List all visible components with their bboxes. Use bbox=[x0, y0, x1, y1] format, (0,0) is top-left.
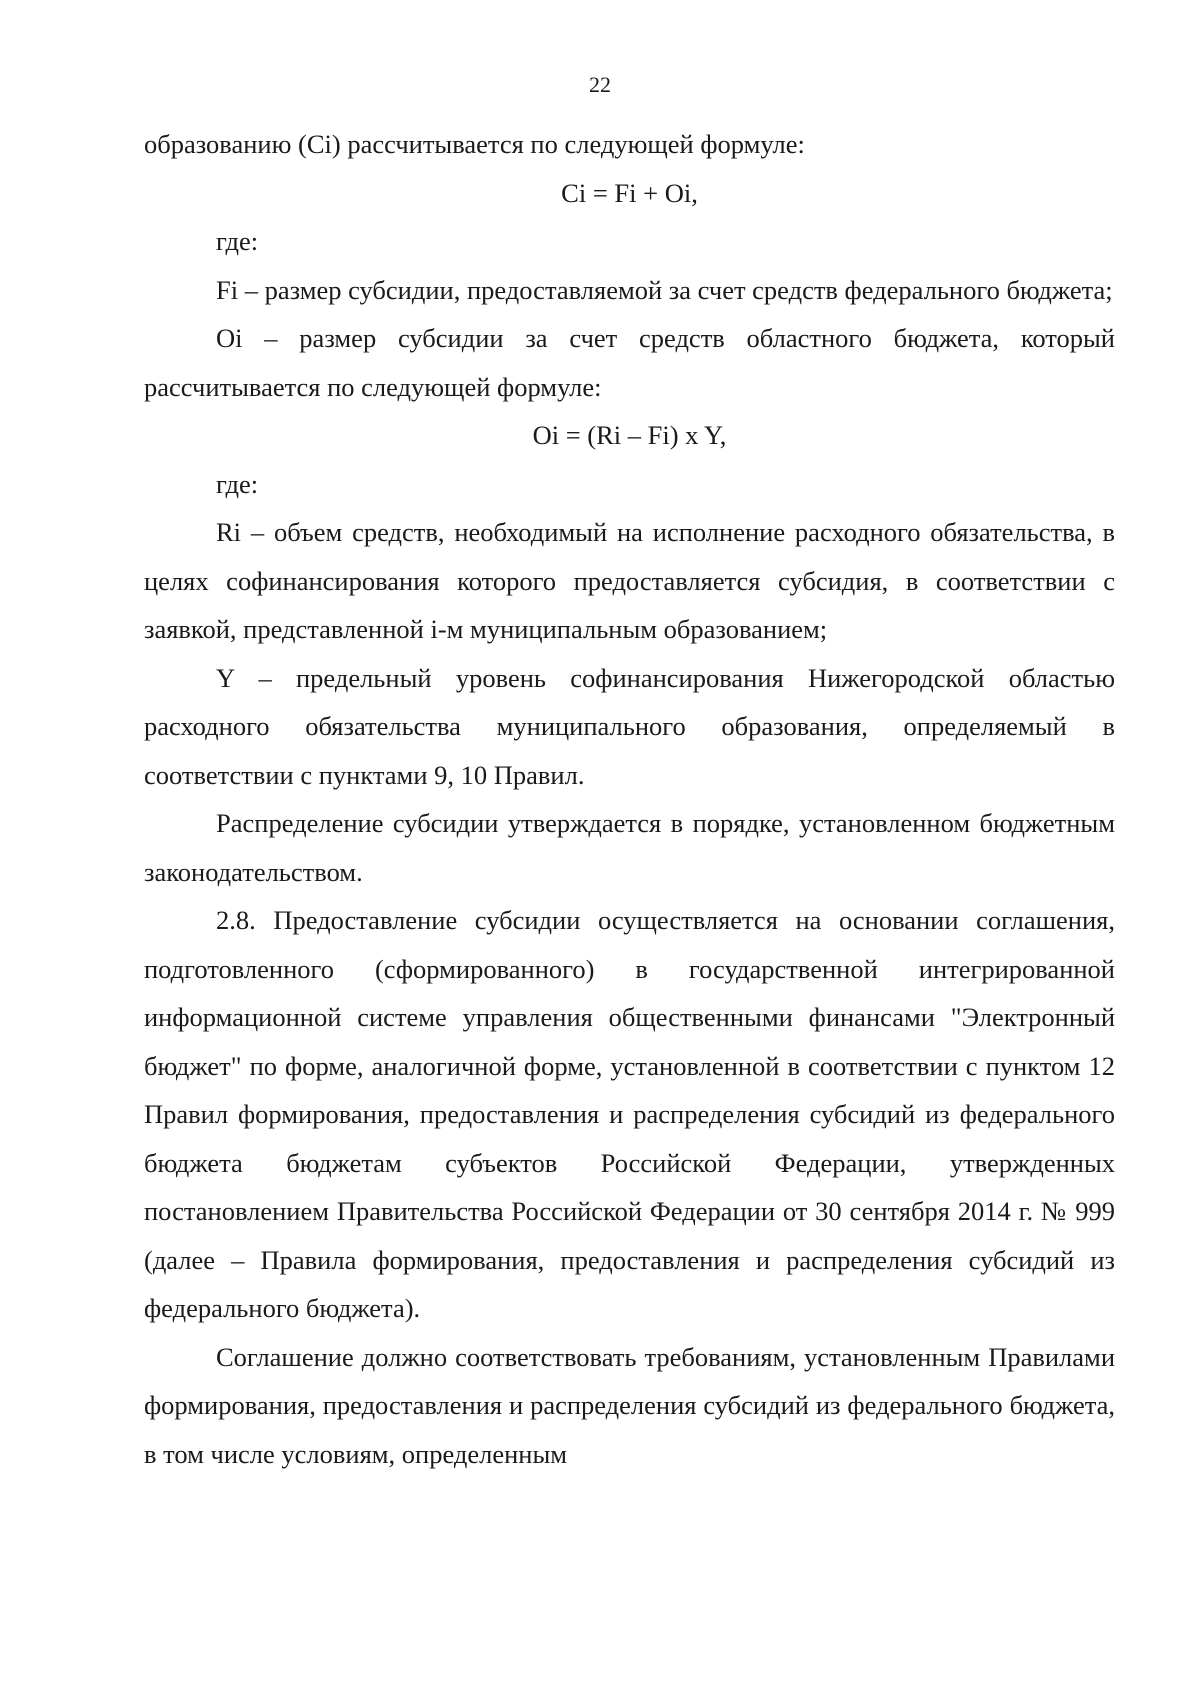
where-label: где: bbox=[216, 468, 259, 499]
paragraph-y-definition: Y – предельный уровень софинансирования Нижегородской областью расходного обязательства муниципального образования, определяемый в соответствии с пунктами 9, 10 Правил. bbox=[144, 662, 1115, 790]
paragraph-oi-definition: Oi – размер субсидии за счет средств областного бюджета, который рассчитывается по следующей формуле: bbox=[144, 323, 1115, 402]
formula-oi: Oi = (Ri – Fi) x Y, bbox=[532, 420, 727, 450]
document-body bbox=[144, 120, 1115, 1478]
paragraph-distribution: Распределение субсидии утверждается в порядке, установленном бюджетным законодательством. bbox=[144, 808, 1115, 887]
paragraph-fi-definition: Fi – размер субсидии, предоставляемой за счет средств федерального бюджета; bbox=[216, 274, 1113, 305]
paragraph-agreement: Соглашение должно соответствовать требованиям, установленным Правилами формирования, предоставления и распределения субсидий из федерального бюджета, в том числе условиям, определенным bbox=[144, 1341, 1115, 1469]
paragraph-ri-definition: Ri – объем средств, необходимый на исполнение расходного обязательства, в целях софинансирования которого предоставляется субсидия, в соответствии с заявкой, представленной i-м муниципальным образованием; bbox=[144, 517, 1115, 644]
paragraph-2-8: 2.8. Предоставление субсидии осуществляется на основании соглашения, подготовленного (сформированного) в государственной интегрированной информационной системе управления общественными финансами "Электронный бюджет" по форме, аналогичной форме, установленной в соответствии с пунктом 12 Правил формирования, предоставления и распределения субсидий из федерального бюджета бюджетам субъектов Российской Федерации, утвержденных постановлением Правительства Российской Федерации от 30 сентября 2014 г. № 999 (далее – Правила формирования, предоставления и распределения субсидий из федерального бюджета). bbox=[144, 905, 1115, 1323]
paragraph-intro: образованию (Ci) рассчитывается по следующей формуле: bbox=[144, 129, 805, 159]
formula-ci: Ci = Fi + Oi, bbox=[561, 177, 698, 208]
page-number: 22 bbox=[589, 72, 611, 97]
where-label: где: bbox=[216, 226, 259, 256]
